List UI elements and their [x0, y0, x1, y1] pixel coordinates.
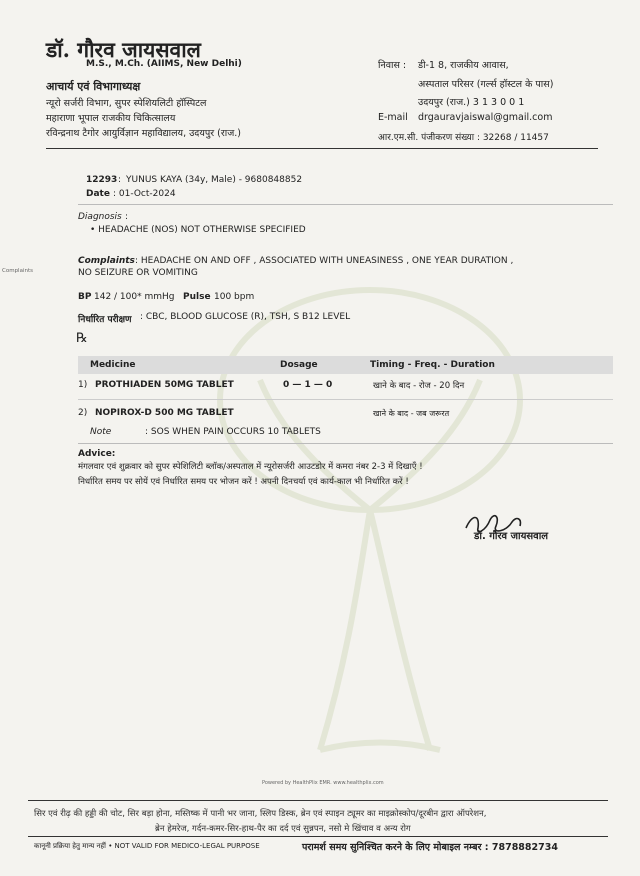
- powered-by-text: Powered by HealthPlix EMR. www.healthplix.com: [262, 780, 384, 786]
- row-1-dosage: 0 — 1 — 0: [283, 380, 333, 390]
- bp-value: 142 / 100* mmHg: [94, 292, 175, 302]
- table-bottom-divider: [78, 443, 613, 444]
- tests-value: : CBC, BLOOD GLUCOSE (R), TSH, S B12 LEVEL: [140, 312, 351, 322]
- visit-date: : 01-Oct-2024: [113, 189, 176, 199]
- row-1-timing: खाने के बाद - रोज - 20 दिन: [373, 381, 465, 391]
- advice-line-1: मंगलवार एवं शुक्रवार को सुपर स्पेशिलिटी ब्लॉक/अस्पताल में न्यूरोसर्जरी आउटडोर में कमरा नंबर 2-3 में दिखाएँ !: [78, 462, 423, 472]
- diagnosis-colon: :: [125, 212, 129, 222]
- diagnosis-label: Diagnosis: [78, 212, 122, 222]
- row-2-number: 2): [78, 408, 88, 418]
- signature-name: डॉ. गौरव जायसवाल: [474, 531, 549, 542]
- doctor-qualification: M.S., M.Ch. (AIIMS, New Delhi): [86, 59, 242, 69]
- patient-id: 12293: [86, 175, 118, 185]
- row-2-medicine: NOPIROX-D 500 MG TABLET: [95, 408, 234, 418]
- services-line-1: सिर एवं रीढ़ की हड्डी की चोट, सिर बड़ा होना, मस्तिष्क में पानी भर जाना, स्लिप डिस्क, ब्रेन एवं स्पाइन ट्यूमर का माइक्रोस्कोप/दूरबीन द्वारा ऑपरेशन,: [34, 809, 487, 819]
- address-line-3: उदयपुर (राज.) 3 1 3 0 0 1: [418, 97, 525, 108]
- patient-separator: :: [118, 175, 122, 185]
- pulse-label: Pulse: [183, 292, 211, 302]
- patient-name: YUNUS KAYA (34y, Male) - 9680848852: [126, 175, 303, 185]
- row-1-number: 1): [78, 380, 88, 390]
- doctor-name: डॉ. गौरव जायसवाल: [46, 37, 201, 62]
- row-2-note-label: Note: [90, 427, 112, 437]
- diagnosis-item: • HEADACHE (NOS) NOT OTHERWISE SPECIFIED: [90, 225, 306, 235]
- header-medicine: Medicine: [90, 360, 136, 370]
- email-label: E-mail: [378, 112, 408, 123]
- row-1-medicine: PROTHIADEN 50MG TABLET: [95, 380, 234, 390]
- footer-divider-bottom: [28, 836, 608, 837]
- address-line-1: डी-1 8, राजकीय आवास,: [418, 60, 509, 71]
- legal-disclaimer: कानूनी प्रक्रिया हेतु मान्य नहीं • NOT VALID FOR MEDICO-LEGAL PURPOSE: [34, 842, 260, 850]
- doctor-designation: आचार्य एवं विभागाध्यक्ष: [46, 80, 141, 93]
- complaints-margin-note: Complaints: [2, 268, 33, 274]
- residence-label: निवास :: [378, 60, 407, 71]
- bp-label: BP: [78, 292, 92, 302]
- registration-number: आर.एम.सी. पंजीकरण संख्या : 32268 / 11457: [378, 133, 549, 143]
- complaints-line-2: NO SEIZURE OR VOMITING: [78, 268, 198, 278]
- header-divider: [46, 148, 598, 149]
- dept-line-2: महाराणा भूपाल राजकीय चिकित्सालय: [46, 113, 176, 124]
- appointment-contact: परामर्श समय सुनिश्चित करने के लिए मोबाइल नम्बर : 7878882734: [302, 842, 558, 853]
- rx-symbol-icon: ℞: [76, 331, 88, 346]
- medicine-table-header: [78, 356, 613, 374]
- services-line-2: ब्रेन हेमरेज, गर्दन-कमर-सिर-हाथ-पैर का दर्द एवं सुन्नपन, नसो मे खिंचाव व अन्य रोग: [155, 824, 411, 834]
- patient-divider: [78, 204, 613, 205]
- date-label: Date: [86, 189, 110, 199]
- advice-line-2: निर्धारित समय पर सोयें एवं निर्धारित समय पर भोजन करें ! अपनी दिनचर्या एवं कार्य-काल भी निर्धारित करें !: [78, 477, 409, 487]
- address-line-2: अस्पताल परिसर (गर्ल्स हॉस्टल के पास): [418, 79, 554, 90]
- complaints-line-1: : HEADACHE ON AND OFF , ASSOCIATED WITH UNEASINESS , ONE YEAR DURATION ,: [135, 256, 514, 266]
- email-link[interactable]: drgauravjaiswal@gmail.com: [418, 112, 553, 123]
- row-divider: [78, 399, 613, 400]
- tests-label: निर्धारित परीक्षण: [78, 315, 132, 325]
- dept-line-3: रविन्द्रनाथ टैगोर आयुर्विज्ञान महाविद्यालय, उदयपुर (राज.): [46, 128, 241, 139]
- complaints-label: Complaints: [78, 256, 135, 266]
- advice-label: Advice:: [78, 449, 116, 459]
- pulse-value: 100 bpm: [214, 292, 255, 302]
- header-dosage: Dosage: [280, 360, 318, 370]
- dept-line-1: न्यूरो सर्जरी विभाग, सुपर स्पेशियलिटी हॉस्पिटल: [46, 98, 207, 109]
- footer-divider-top: [28, 800, 608, 801]
- row-2-note: : SOS WHEN PAIN OCCURS 10 TABLETS: [145, 427, 321, 437]
- header-timing: Timing - Freq. - Duration: [370, 360, 495, 370]
- row-2-timing: खाने के बाद - जब जरूरत: [373, 409, 450, 418]
